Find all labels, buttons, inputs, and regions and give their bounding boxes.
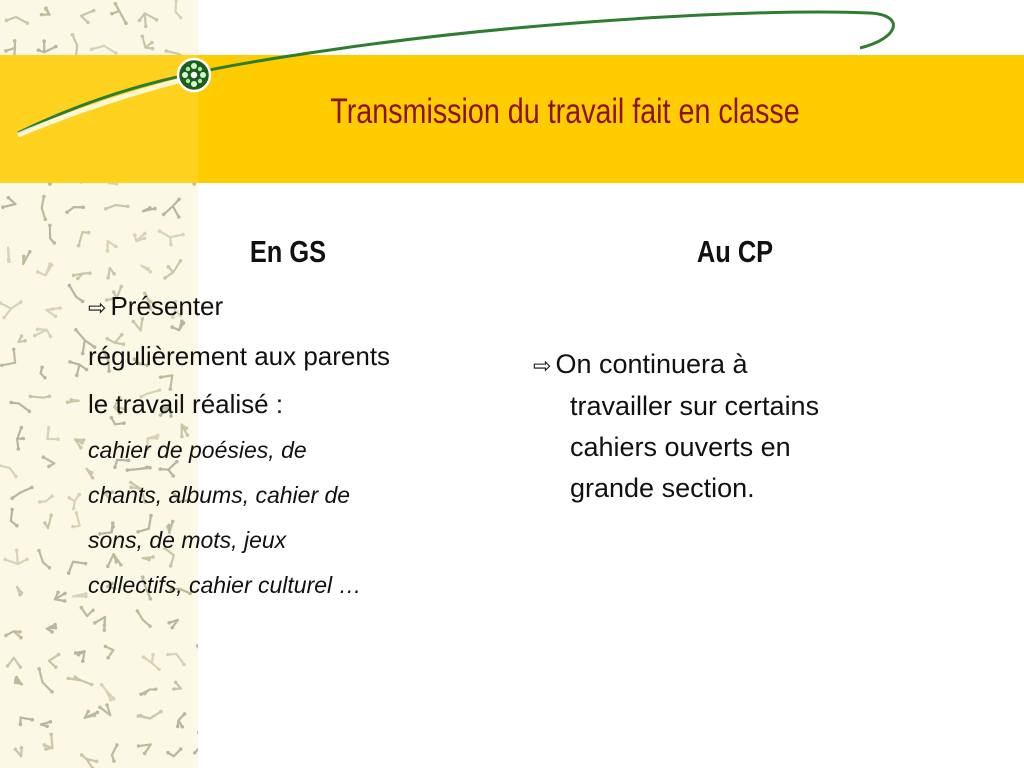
pattern-glyph bbox=[71, 511, 80, 528]
pattern-glyph bbox=[143, 206, 157, 211]
right-column-text bbox=[533, 344, 933, 509]
pattern-glyph bbox=[37, 549, 51, 570]
pattern-glyph bbox=[106, 268, 116, 280]
right-line-4: grande section. bbox=[570, 473, 755, 503]
pattern-glyph bbox=[167, 620, 178, 629]
pattern-glyph bbox=[29, 395, 52, 399]
pattern-glyph bbox=[42, 455, 55, 468]
pattern-glyph bbox=[47, 623, 57, 634]
pattern-glyph bbox=[75, 438, 85, 449]
pattern-glyph bbox=[66, 398, 79, 404]
pattern-glyph bbox=[40, 366, 46, 380]
pattern-glyph bbox=[10, 486, 33, 500]
pattern-glyph bbox=[48, 224, 56, 245]
pattern-glyph bbox=[163, 259, 182, 280]
pattern-glyph bbox=[14, 676, 22, 685]
pattern-glyph bbox=[139, 688, 157, 696]
pattern-glyph bbox=[17, 426, 26, 451]
pattern-glyph bbox=[72, 271, 92, 280]
pattern-glyph bbox=[176, 712, 186, 728]
pattern-glyph bbox=[33, 327, 52, 338]
pattern-glyph bbox=[0, 348, 16, 368]
pattern-glyph bbox=[104, 205, 130, 211]
pattern-glyph bbox=[0, 464, 18, 478]
pattern-glyph bbox=[9, 401, 31, 413]
pattern-glyph bbox=[193, 731, 198, 755]
pattern-glyph bbox=[112, 743, 119, 763]
flower-ball-icon bbox=[178, 59, 210, 91]
pattern-glyph bbox=[98, 703, 110, 715]
pattern-glyph bbox=[43, 733, 53, 751]
left-line-2: régulièrement aux parents bbox=[88, 341, 391, 371]
heading-au-cp: Au CP bbox=[696, 234, 774, 269]
pattern-glyph bbox=[46, 306, 62, 318]
right-arrow-icon: ⇨ bbox=[88, 295, 107, 320]
pattern-glyph bbox=[85, 710, 99, 718]
pattern-glyph bbox=[68, 360, 88, 377]
left-italic-line-4: collectifs, cahier culturel … bbox=[88, 572, 362, 598]
pattern-glyph bbox=[133, 232, 147, 241]
pattern-glyph bbox=[17, 587, 23, 596]
left-column-text bbox=[88, 282, 508, 608]
pattern-glyph bbox=[65, 205, 85, 214]
left-line-1: ⇨ Présenter bbox=[88, 282, 508, 332]
pattern-glyph bbox=[166, 747, 182, 756]
pattern-glyph bbox=[172, 681, 181, 691]
pattern-glyph bbox=[141, 266, 152, 274]
right-line-1: ⇨ On continuera à bbox=[533, 344, 933, 386]
right-arrow-icon: ⇨ bbox=[533, 353, 552, 378]
left-italic-line-2: chants, albums, cahier de bbox=[88, 482, 351, 508]
pattern-glyph bbox=[55, 591, 67, 603]
pattern-glyph bbox=[41, 720, 52, 728]
left-line-3: le travail réalisé : bbox=[88, 389, 284, 419]
right-line-3: cahiers ouverts en bbox=[570, 432, 791, 462]
pattern-glyph bbox=[196, 644, 198, 659]
pattern-glyph bbox=[19, 334, 27, 342]
pattern-glyph bbox=[0, 300, 23, 319]
pattern-glyph bbox=[74, 651, 85, 663]
pattern-glyph bbox=[142, 653, 161, 671]
pattern-glyph bbox=[3, 548, 29, 564]
pattern-glyph bbox=[106, 241, 118, 253]
pattern-glyph bbox=[7, 248, 11, 263]
pattern-glyph bbox=[37, 667, 53, 694]
heading-en-gs: En GS bbox=[249, 234, 327, 269]
pattern-glyph bbox=[158, 229, 185, 246]
pattern-glyph bbox=[10, 508, 18, 528]
pattern-glyph bbox=[80, 753, 99, 768]
pattern-glyph bbox=[93, 617, 106, 632]
pattern-glyph bbox=[36, 262, 53, 275]
pattern-glyph bbox=[100, 683, 116, 702]
pattern-glyph bbox=[73, 592, 87, 598]
pattern-glyph bbox=[14, 746, 24, 757]
left-italic-line-3: sons, de mots, jeux bbox=[88, 527, 287, 553]
pattern-glyph bbox=[38, 495, 54, 504]
pattern-glyph bbox=[162, 197, 181, 218]
pattern-glyph bbox=[136, 609, 152, 628]
slide-title: Transmission du travail fait en classe bbox=[330, 92, 800, 131]
pattern-glyph bbox=[67, 493, 81, 511]
pattern-glyph bbox=[49, 653, 60, 669]
pattern-glyph bbox=[47, 426, 60, 441]
pattern-glyph bbox=[137, 744, 151, 755]
pattern-glyph bbox=[6, 658, 22, 669]
pattern-glyph bbox=[19, 718, 34, 727]
pattern-glyph bbox=[67, 675, 94, 686]
pattern-glyph bbox=[166, 653, 186, 666]
pattern-glyph bbox=[67, 562, 87, 575]
pattern-glyph bbox=[136, 710, 162, 719]
pattern-glyph bbox=[104, 645, 114, 660]
pattern-glyph bbox=[77, 231, 91, 247]
pattern-glyph bbox=[43, 513, 53, 528]
pattern-glyph bbox=[68, 284, 85, 303]
pattern-glyph bbox=[22, 250, 32, 264]
left-italic-line-1: cahier de poésies, de bbox=[88, 437, 307, 463]
pattern-glyph bbox=[4, 630, 23, 639]
right-line-2: travailler sur certains bbox=[570, 391, 820, 421]
